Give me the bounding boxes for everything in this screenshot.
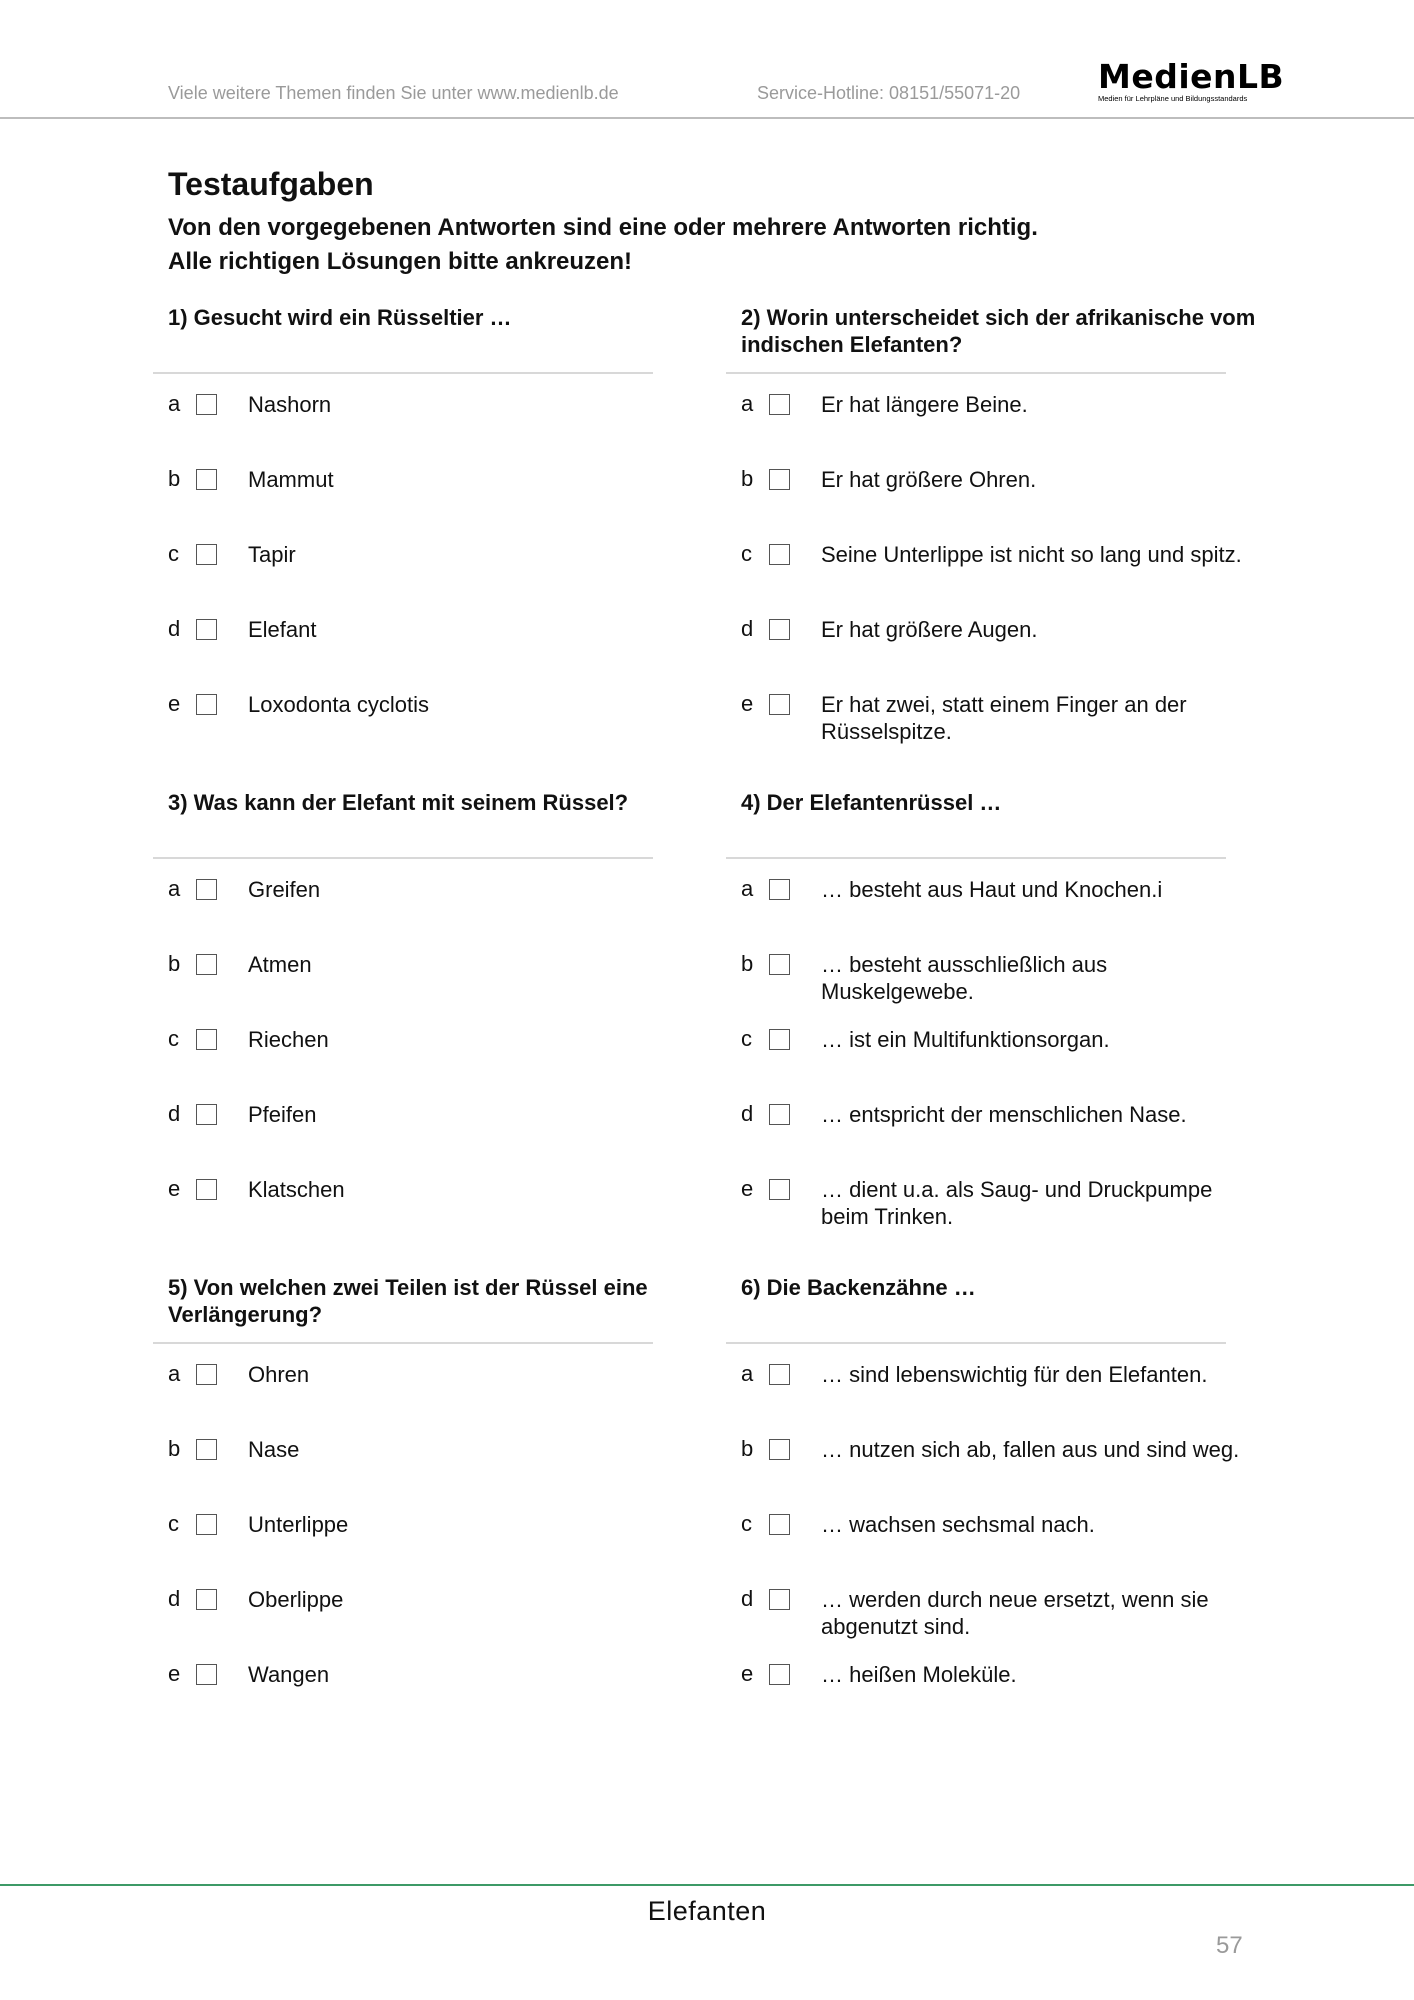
question-title: 2) Worin unterscheidet sich der afrikanische vom indischen Elefanten? (741, 305, 1256, 357)
instructions (168, 211, 1038, 279)
answer-letter: b (168, 466, 181, 491)
answer-checkbox[interactable] (769, 1589, 790, 1610)
answer-letter: b (741, 466, 754, 491)
answer-text: Mammut (248, 467, 334, 492)
answer-option[interactable] (168, 524, 708, 599)
answer-letter: e (741, 1661, 754, 1686)
answer-option[interactable] (168, 1569, 708, 1644)
answer-checkbox[interactable] (196, 619, 217, 640)
answer-text: Unterlippe (248, 1512, 349, 1537)
answer-letter: d (168, 616, 181, 641)
answer-letter: a (741, 876, 754, 901)
website-link-text[interactable]: Viele weitere Themen finden Sie unter www.medienlb.de (168, 83, 619, 103)
answer-letter: e (168, 691, 181, 716)
question-title: 5) Von welchen zwei Teilen ist der Rüssel eine Verlängerung? (168, 1275, 648, 1327)
instruction-line-2: Alle richtigen Lösungen bitte ankreuzen! (168, 248, 633, 275)
footer-title: Elefanten (647, 1896, 767, 1926)
answer-text: … entspricht der menschlichen Nase. (821, 1102, 1187, 1127)
answer-text: Er hat zwei, statt einem Finger an der Rüsselspitze. (821, 692, 1187, 744)
answer-option[interactable] (741, 1159, 1281, 1234)
answer-letter: d (168, 1101, 181, 1126)
answer-letter: e (741, 691, 754, 716)
answer-checkbox[interactable] (769, 619, 790, 640)
header-divider (0, 117, 1414, 119)
answer-checkbox[interactable] (769, 394, 790, 415)
answer-text: … heißen Moleküle. (821, 1662, 1017, 1687)
answer-letter: b (168, 951, 181, 976)
answer-checkbox[interactable] (196, 1664, 217, 1685)
answer-text: Klatschen (248, 1177, 345, 1202)
logo-subtitle: Medien für Lehrpläne und Bildungsstandards (1098, 94, 1248, 103)
answer-letter: d (741, 1101, 754, 1126)
page-number: 57 (1216, 1932, 1243, 1959)
answer-text: Tapir (248, 542, 296, 567)
answer-option[interactable] (168, 1009, 708, 1084)
answer-letter: c (741, 1511, 752, 1536)
answer-checkbox[interactable] (769, 1179, 790, 1200)
answer-checkbox[interactable] (196, 879, 217, 900)
answer-letter: b (741, 951, 754, 976)
question-title: 3) Was kann der Elefant mit seinem Rüssel? (168, 790, 629, 815)
answer-option[interactable] (741, 674, 1281, 749)
answer-letter: b (741, 1436, 754, 1461)
answer-text: Oberlippe (248, 1587, 344, 1612)
answer-text: Elefant (248, 617, 317, 642)
answer-checkbox[interactable] (769, 1029, 790, 1050)
page-header (0, 0, 1414, 120)
answer-letter: a (168, 1361, 181, 1386)
answer-text: … besteht ausschließlich aus Muskelgewebe. (821, 952, 1108, 1004)
answer-checkbox[interactable] (196, 1029, 217, 1050)
answer-text: Loxodonta cyclotis (248, 692, 429, 717)
answer-option[interactable] (741, 1084, 1281, 1159)
answer-letter: a (741, 391, 754, 416)
answer-checkbox[interactable] (769, 544, 790, 565)
answer-checkbox[interactable] (196, 1514, 217, 1535)
answer-letter: e (741, 1176, 754, 1201)
answer-option[interactable] (168, 1344, 708, 1419)
answer-option[interactable] (168, 934, 708, 1009)
answer-option[interactable] (168, 599, 708, 674)
answer-option[interactable] (168, 1494, 708, 1569)
question-2 (741, 304, 1281, 749)
answer-text: Pfeifen (248, 1102, 317, 1127)
answer-text: Er hat längere Beine. (821, 392, 1028, 417)
page-title: Testaufgaben (168, 166, 374, 202)
answer-checkbox[interactable] (196, 1179, 217, 1200)
question-title: 6) Die Backenzähne … (741, 1275, 976, 1300)
answer-text: Er hat größere Ohren. (821, 467, 1037, 492)
answer-letter: d (741, 1586, 754, 1611)
answer-checkbox[interactable] (196, 694, 217, 715)
answer-text: … ist ein Multifunktionsorgan. (821, 1027, 1110, 1052)
answer-option[interactable] (741, 1419, 1281, 1494)
answer-letter: a (168, 876, 181, 901)
answer-text: Nashorn (248, 392, 332, 417)
answer-text: … besteht aus Haut und Knochen.i (821, 877, 1163, 902)
answer-checkbox[interactable] (769, 879, 790, 900)
service-hotline-text: Service-Hotline: 08151/55071-20 (757, 83, 1021, 103)
answer-checkbox[interactable] (196, 544, 217, 565)
answer-option[interactable] (741, 1494, 1281, 1569)
question-5 (168, 1274, 708, 1719)
answer-option[interactable] (741, 859, 1281, 934)
answer-text: Greifen (248, 877, 321, 902)
answer-checkbox[interactable] (196, 1439, 217, 1460)
question-6 (741, 1274, 1281, 1719)
answer-option[interactable] (168, 1644, 708, 1719)
answer-checkbox[interactable] (769, 1664, 790, 1685)
answer-option[interactable] (741, 374, 1281, 449)
answer-text: Nase (248, 1437, 300, 1462)
answer-letter: c (741, 541, 752, 566)
answer-checkbox[interactable] (769, 954, 790, 975)
answer-checkbox[interactable] (769, 1104, 790, 1125)
answer-text: Seine Unterlippe ist nicht so lang und spitz. (821, 542, 1242, 567)
answer-checkbox[interactable] (196, 394, 217, 415)
answer-option[interactable] (168, 1084, 708, 1159)
answer-option[interactable] (741, 1344, 1281, 1419)
question-3 (168, 789, 708, 1234)
answer-text: Er hat größere Augen. (821, 617, 1038, 642)
footer-divider (0, 1884, 1414, 1886)
logo-name: MedienLB (1098, 57, 1285, 96)
question-1 (168, 304, 708, 749)
answer-text: … wachsen sechsmal nach. (821, 1512, 1095, 1537)
answer-checkbox[interactable] (196, 954, 217, 975)
answer-checkbox[interactable] (769, 1514, 790, 1535)
answer-option[interactable] (168, 374, 708, 449)
answer-text: … sind lebenswichtig für den Elefanten. (821, 1362, 1208, 1387)
answer-checkbox[interactable] (769, 1439, 790, 1460)
answer-text: Atmen (248, 952, 312, 977)
answer-option[interactable] (741, 1644, 1281, 1719)
answer-option[interactable] (741, 1009, 1281, 1084)
answer-option[interactable] (741, 1569, 1281, 1644)
answer-checkbox[interactable] (196, 1589, 217, 1610)
answer-letter: d (168, 1586, 181, 1611)
answer-letter: c (168, 1511, 179, 1536)
answer-text: … werden durch neue ersetzt, wenn sie abgenutzt sind. (821, 1587, 1209, 1639)
answer-option[interactable] (741, 934, 1281, 1009)
question-title: 1) Gesucht wird ein Rüsseltier … (168, 305, 512, 330)
answer-option[interactable] (168, 674, 708, 749)
answer-option[interactable] (741, 524, 1281, 599)
answer-letter: c (741, 1026, 752, 1051)
answer-checkbox[interactable] (196, 1104, 217, 1125)
answer-letter: b (168, 1436, 181, 1461)
answer-checkbox[interactable] (769, 469, 790, 490)
answer-text: Riechen (248, 1027, 329, 1052)
answer-letter: a (168, 391, 181, 416)
instruction-line-1: Von den vorgegebenen Antworten sind eine oder mehrere Antworten richtig. (168, 214, 1038, 241)
answer-text: … nutzen sich ab, fallen aus und sind weg. (821, 1437, 1240, 1462)
answer-checkbox[interactable] (196, 469, 217, 490)
answer-letter: c (168, 541, 179, 566)
answer-option[interactable] (168, 1159, 708, 1234)
answer-text: Ohren (248, 1362, 310, 1387)
answer-option[interactable] (741, 449, 1281, 524)
answer-letter: d (741, 616, 754, 641)
answer-letter: e (168, 1661, 181, 1686)
question-4 (741, 789, 1281, 1234)
question-title: 4) Der Elefantenrüssel … (741, 790, 1002, 815)
answer-text: Wangen (248, 1662, 330, 1687)
medienlb-logo (1098, 57, 1294, 103)
answer-text: … dient u.a. als Saug- und Druckpumpe beim Trinken. (821, 1177, 1213, 1229)
answer-option[interactable] (168, 449, 708, 524)
answer-checkbox[interactable] (769, 694, 790, 715)
answer-letter: e (168, 1176, 181, 1201)
answer-checkbox[interactable] (196, 1364, 217, 1385)
answer-letter: a (741, 1361, 754, 1386)
answer-letter: c (168, 1026, 179, 1051)
answer-checkbox[interactable] (769, 1364, 790, 1385)
answer-option[interactable] (741, 599, 1281, 674)
answer-option[interactable] (168, 859, 708, 934)
answer-option[interactable] (168, 1419, 708, 1494)
